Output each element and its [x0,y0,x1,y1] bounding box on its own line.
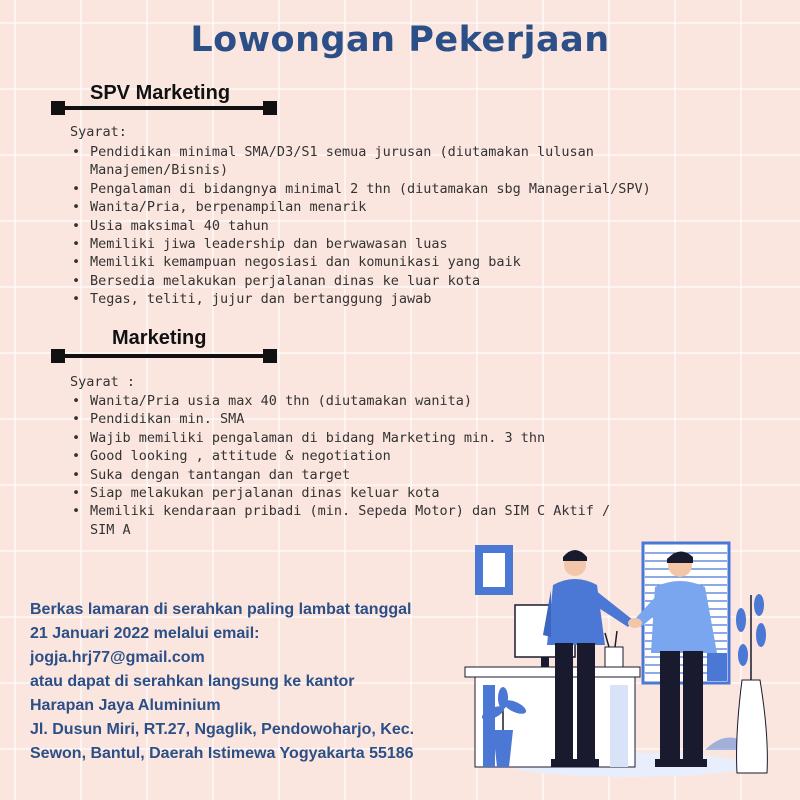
list-item: • Tegas, teliti, jujur dan bertanggung jawab [72,290,752,308]
application-deadline-line: Berkas lamaran di serahkan paling lambat tanggal [30,601,412,618]
pen-cup [605,647,623,667]
list-item: • Pendidikan min. SMA [72,410,632,428]
application-info [30,598,460,766]
section-divider [55,354,273,358]
email-address[interactable]: jogja.hrj77@gmail.com [30,649,205,666]
section-title-marketing: Marketing [112,327,207,349]
plant-right [736,594,767,773]
requirements-list-marketing [72,392,632,539]
list-item: • Memiliki jiwa leadership dan berwawasan luas [72,235,752,253]
handshake [628,618,642,628]
list-item: • Siap melakukan perjalanan dinas keluar kota [72,484,632,502]
list-item: • Suka dengan tantangan dan target [72,466,632,484]
address-line-2: Sewon, Bantul, Daerah Istimewa Yogyakarta 55186 [30,745,414,762]
list-item: • Good looking , attitude & negotiation [72,447,632,465]
address-line-1: Jl. Dusun Miri, RT.27, Ngaglik, Pendowoharjo, Kec. [30,721,415,738]
page-title: Lowongan Pekerjaan [190,20,610,60]
list-item: • Pengalaman di bidangnya minimal 2 thn (diutamakan sbg Managerial/SPV) [72,180,752,198]
list-item: • Wanita/Pria usia max 40 thn (diutamakan wanita) [72,392,632,410]
company-name: Harapan Jaya Aluminium [30,697,221,714]
handshake-illustration [455,535,785,780]
section-divider [55,106,273,110]
list-item: • Usia maksimal 40 tahun [72,217,752,235]
list-item: • Wanita/Pria, berpenampilan menarik [72,198,752,216]
application-date-line: 21 Januari 2022 melalui email: [30,625,260,642]
list-item: • Wajib memiliki pengalaman di bidang Marketing min. 3 thn [72,429,632,447]
list-item: • Memiliki kemampuan negosiasi dan komunikasi yang baik [72,253,752,271]
requirements-label: Syarat: [70,124,127,140]
wall-picture [483,553,505,587]
briefcase [707,653,727,681]
list-item: • Pendidikan minimal SMA/D3/S1 semua jurusan (diutamakan lulusan Manajemen/Bisnis) [72,143,690,180]
section-title-spv-marketing: SPV Marketing [90,82,231,104]
list-item: • Memiliki kendaraan pribadi (min. Sepeda Motor) dan SIM C Aktif / SIM A [72,502,630,539]
requirements-list-spv-marketing [72,143,752,309]
list-item: • Bersedia melakukan perjalanan dinas ke luar kota [72,272,752,290]
requirements-label: Syarat : [70,374,136,390]
office-submission-line: atau dapat di serahkan langsung ke kantor [30,673,355,690]
